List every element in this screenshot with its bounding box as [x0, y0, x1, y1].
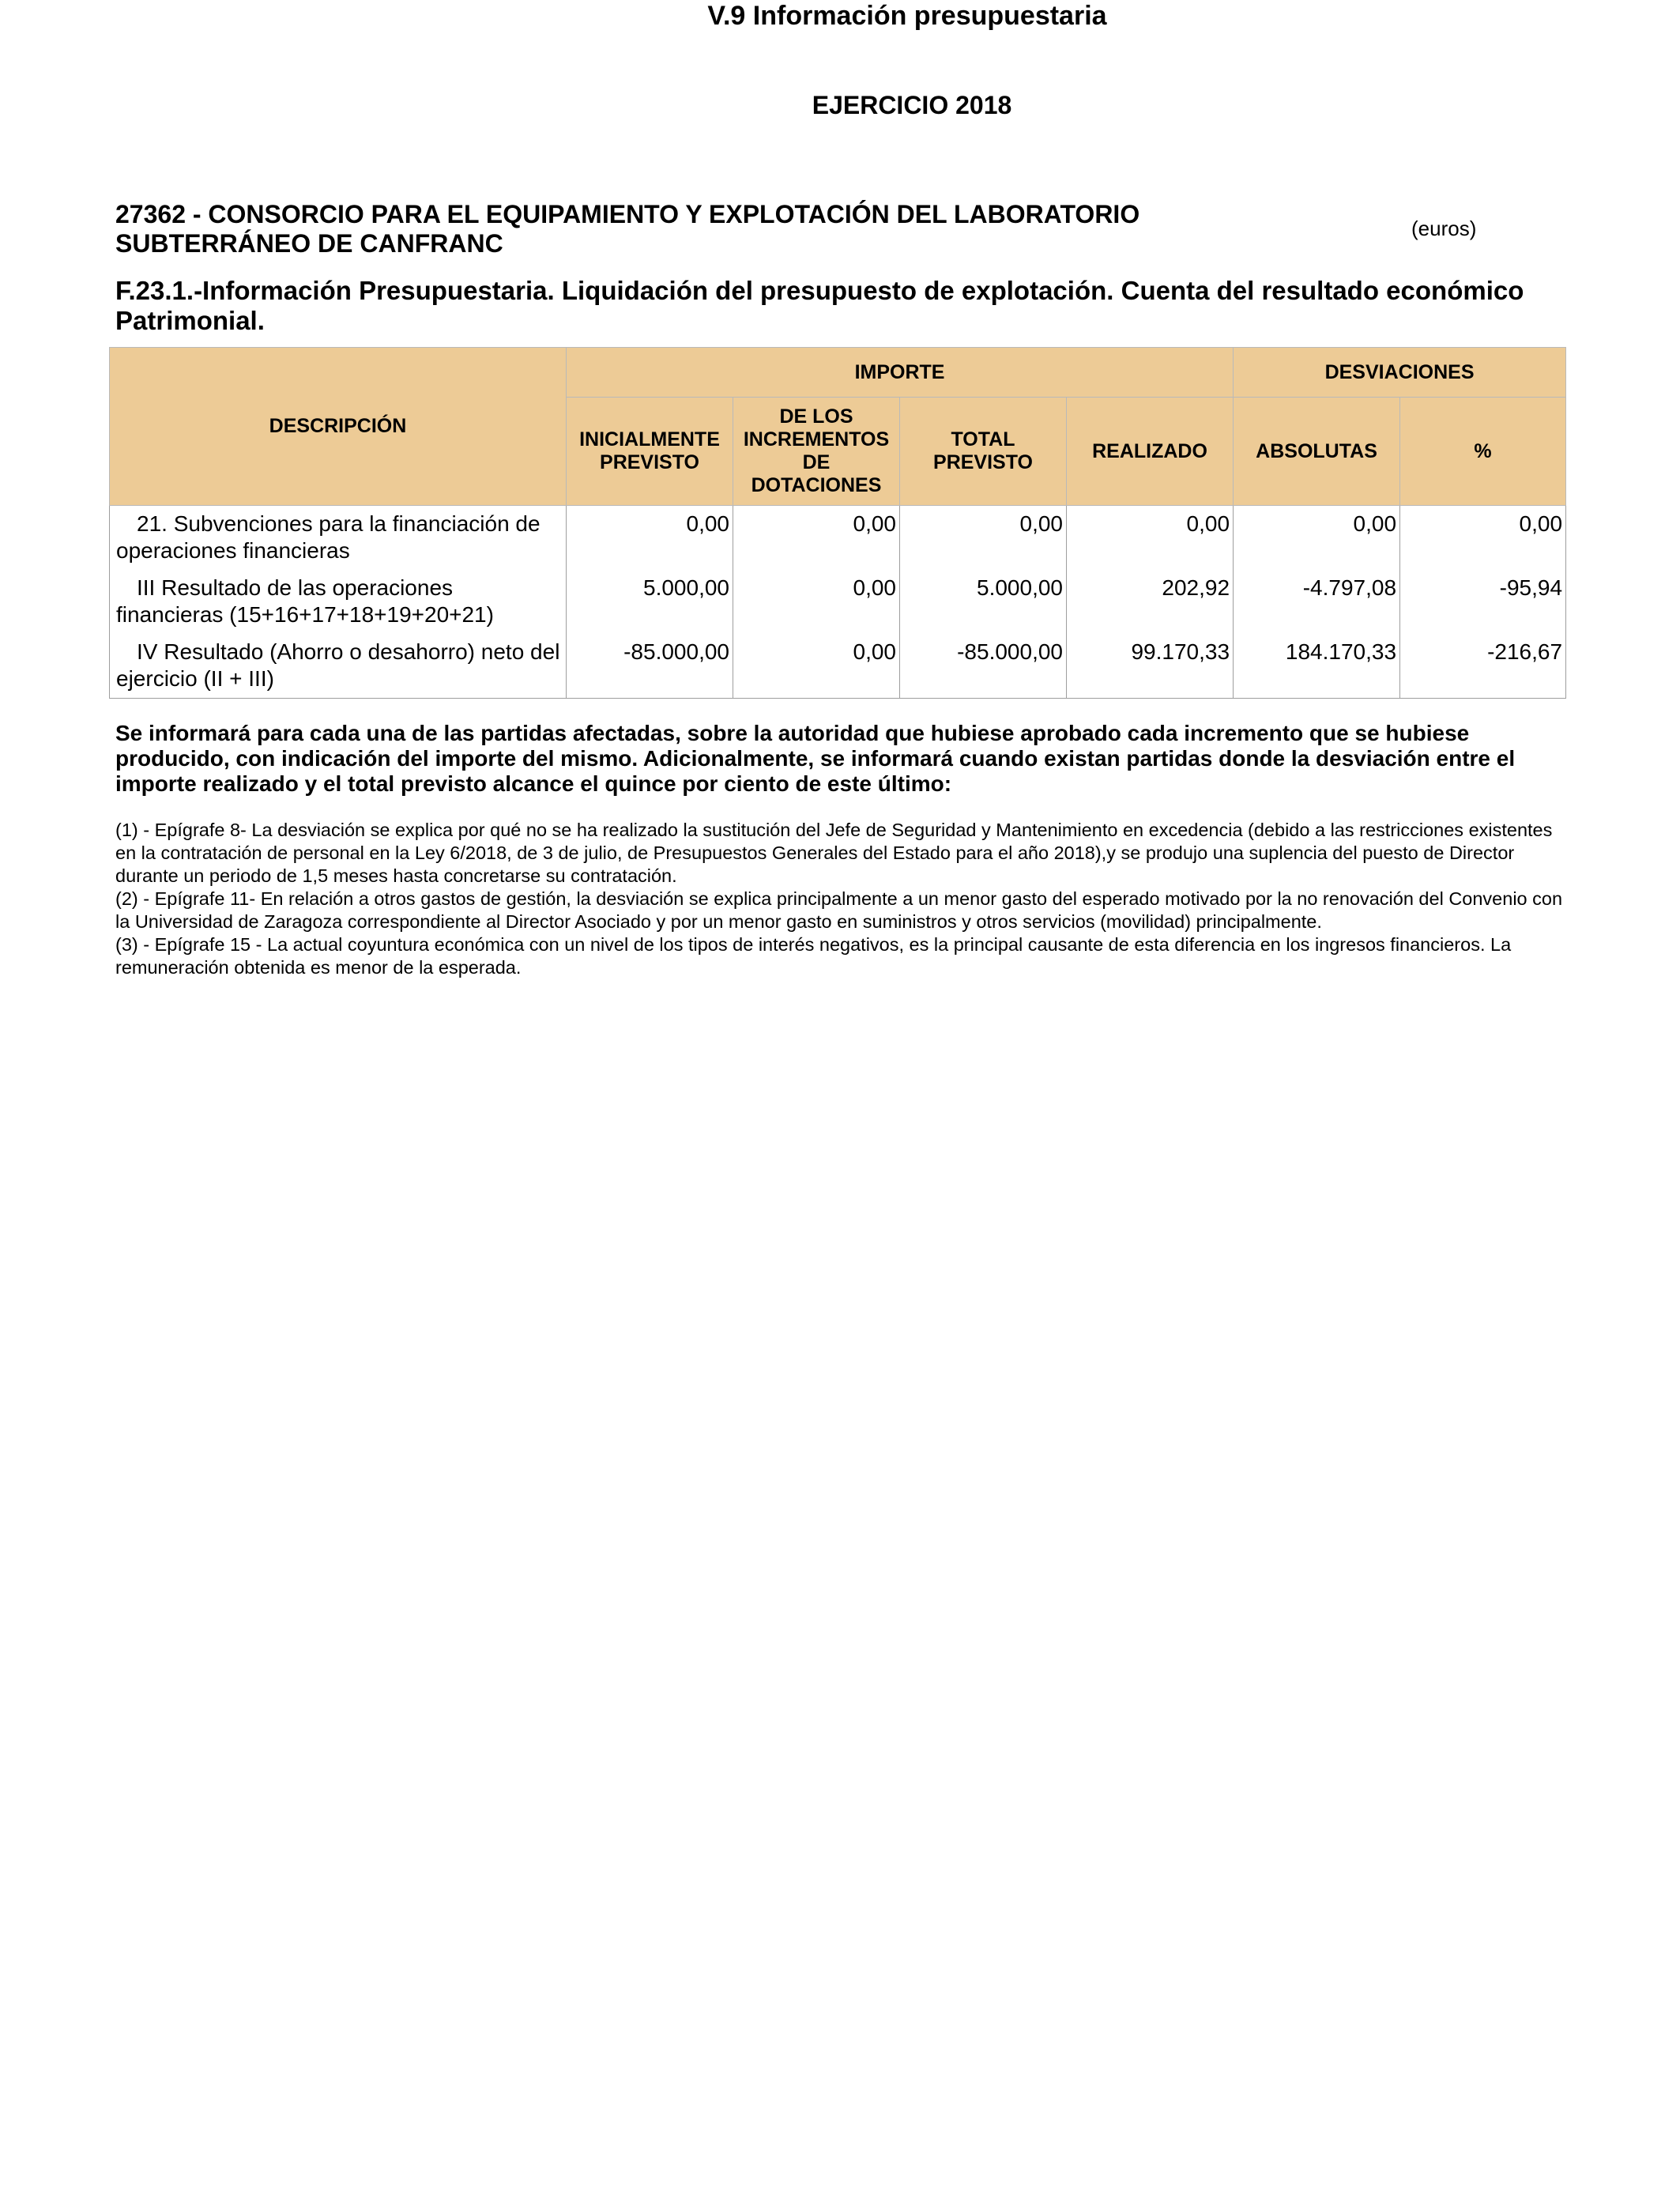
header-total-previsto: TOTAL PREVISTO [900, 398, 1067, 506]
budget-table [109, 347, 1566, 699]
header-porcentaje: % [1400, 398, 1566, 506]
cell-inicialmente-previsto: 0,00 [567, 506, 733, 571]
cell-incrementos: 0,00 [733, 506, 900, 571]
header-inicialmente-previsto: INICIALMENTE PREVISTO [567, 398, 733, 506]
note-item: (3) - Epígrafe 15 - La actual coyuntura económica con un nivel de los tipos de interés negativos, es la principal causante de esta diferencia en los ingresos financieros. La remuneración obtenida es menor de la esperada. [115, 934, 1512, 978]
cell-inicialmente-previsto: -85.000,00 [567, 634, 733, 699]
cell-porcentaje: -95,94 [1400, 570, 1566, 634]
notice-text: Se informará para cada una de las partidas afectadas, sobre la autoridad que hubiese aprobado cada incremento que se hubiese producido, con indicación del importe del mismo. Adicionalmente, se informará cuando existan partidas donde la desviación entre el importe realizado y el total previsto alcance el quince por ciento de este último: [115, 721, 1516, 796]
header-importe: IMPORTE [567, 348, 1234, 398]
units-label: (euros) [1411, 217, 1477, 240]
entity-name: 27362 - CONSORCIO PARA EL EQUIPAMIENTO Y EXPLOTACIÓN DEL LABORATORIO SUBTERRÁNEO DE CANFRANC [115, 200, 1140, 258]
cell-inicialmente-previsto: 5.000,00 [567, 570, 733, 634]
row-description: III Resultado de las operaciones financieras (15+16+17+18+19+20+21) [110, 570, 567, 634]
header-desviaciones: DESVIACIONES [1234, 348, 1566, 398]
cell-realizado: 0,00 [1067, 506, 1234, 571]
exercise-title: EJERCICIO 2018 [812, 91, 1012, 119]
section-title: V.9 Información presupuestaria [707, 1, 1107, 31]
form-title: F.23.1.-Información Presupuestaria. Liquidación del presupuesto de explotación. Cuenta del resultado económico Patrimonial. [115, 276, 1524, 335]
cell-absolutas: 0,00 [1234, 506, 1400, 571]
table-row [110, 634, 1566, 699]
notes [115, 819, 1569, 979]
cell-total-previsto: 5.000,00 [900, 570, 1067, 634]
cell-absolutas: -4.797,08 [1234, 570, 1400, 634]
cell-absolutas: 184.170,33 [1234, 634, 1400, 699]
row-description: IV Resultado (Ahorro o desahorro) neto del ejercicio (II + III) [110, 634, 567, 699]
table-row [110, 506, 1566, 571]
cell-total-previsto: -85.000,00 [900, 634, 1067, 699]
note-item: (1) - Epígrafe 8- La desviación se explica por qué no se ha realizado la sustitución del Jefe de Seguridad y Mantenimiento en excedencia (debido a las restricciones existentes en la contratación de personal en la Ley 6/2018, de 3 de julio, de Presupuestos Generales del Estado para el año 2018),y se produjo una suplencia del puesto de Director durante un periodo de 1,5 meses hasta concretarse su contratación. [115, 820, 1553, 886]
table-row [110, 570, 1566, 634]
note-item: (2) - Epígrafe 11- En relación a otros gastos de gestión, la desviación se explica principalmente a un menor gasto del esperado motivado por la no renovación del Convenio con la Universidad de Zaragoza correspondiente al Director Asociado y por un menor gasto en suministros y otros servicios (movilidad) principalmente. [115, 888, 1563, 932]
cell-total-previsto: 0,00 [900, 506, 1067, 571]
cell-incrementos: 0,00 [733, 634, 900, 699]
header-realizado: REALIZADO [1067, 398, 1234, 506]
header-descripcion: DESCRIPCIÓN [110, 348, 567, 506]
header-incrementos: DE LOS INCREMENTOS DE DOTACIONES [733, 398, 900, 506]
header-absolutas: ABSOLUTAS [1234, 398, 1400, 506]
cell-porcentaje: -216,67 [1400, 634, 1566, 699]
cell-realizado: 99.170,33 [1067, 634, 1234, 699]
cell-incrementos: 0,00 [733, 570, 900, 634]
cell-porcentaje: 0,00 [1400, 506, 1566, 571]
row-description: 21. Subvenciones para la financiación de operaciones financieras [110, 506, 567, 571]
cell-realizado: 202,92 [1067, 570, 1234, 634]
